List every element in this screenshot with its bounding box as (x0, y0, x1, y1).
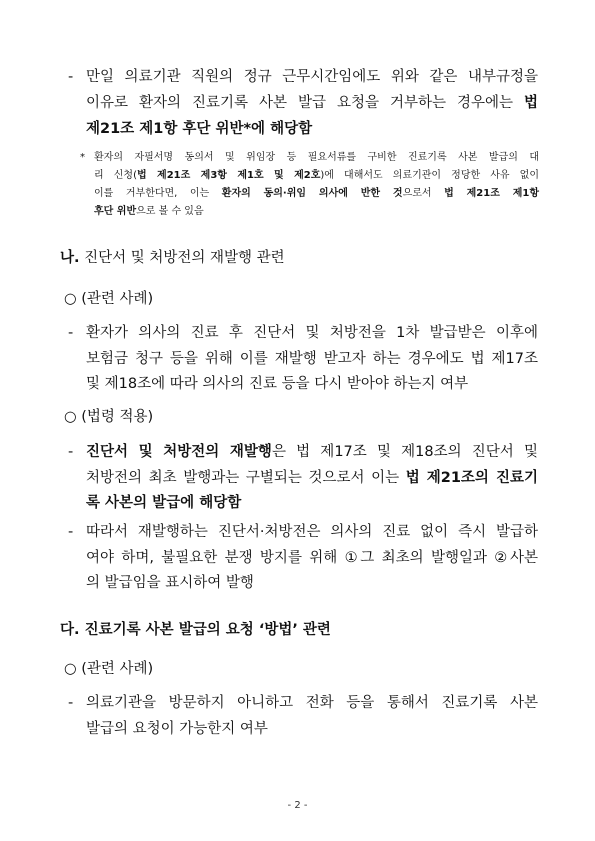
law-label: ○ (법령 적용) (64, 409, 154, 425)
paragraph-line-bold: 록 사본의 발급에 해당함 (86, 495, 242, 511)
paragraph-line: 만일 의료기관 직원의 정규 근무시간임에도 위와 같은 내부규정을 (86, 69, 538, 85)
paragraph-line: 의료기관을 방문하지 아니하고 전화 등을 통해서 진료기록 사본 (86, 695, 538, 711)
bullet-dash: - (68, 69, 74, 85)
paragraph-line: 처방전의 최초 발행과는 구별되는 것으로서 이는 법 제21조의 진료기 (86, 470, 538, 486)
case-label: ○ (관련 사례) (64, 661, 154, 677)
footnote-asterisk: * (80, 152, 85, 163)
page-number: - 2 - (287, 800, 308, 811)
paragraph-line: 환자가 의사의 진료 후 진단서 및 처방전을 1차 발급받은 이후에 (86, 325, 538, 341)
paragraph-line-bold: 제21조 제1항 후단 위반*에 해당함 (86, 121, 313, 137)
footnote-line: 후단 위반으로 볼 수 있음 (94, 206, 204, 217)
paragraph-line: 및 제18조에 따라 의사의 진료 등을 다시 받아야 하는지 여부 (86, 376, 469, 392)
section-heading-c: 다. 진료기록 사본 발급의 요청 ‘방법’ 관련 (60, 622, 331, 638)
paragraph-line: 이유로 환자의 진료기록 사본 발급 요청을 거부하는 경우에는 법 (86, 95, 538, 111)
footnote-line: 환자의 자필서명 동의서 및 위임장 등 필요서류를 구비한 진료기록 사본 발급의 대 (94, 152, 539, 163)
paragraph-line: 보험금 청구 등을 위해 이를 재발행 받고자 하는 경우에도 법 제17조 (86, 351, 538, 367)
footnote-line: 이를 거부한다면, 이는 환자의 동의·위임 의사에 반한 것으로서 법 제21조 제1항 (94, 188, 539, 199)
bullet-dash: - (68, 325, 74, 341)
paragraph-line: 발급의 요청이 가능한지 여부 (86, 721, 268, 737)
footnote-line: 리 신청(법 제21조 제3항 제1호 및 제2호)에 대해서도 의료기관이 정당한 사유 없이 (94, 170, 540, 181)
bullet-dash: - (68, 524, 74, 540)
paragraph-line: 의 발급임을 표시하여 발행 (86, 575, 254, 591)
paragraph-line: 따라서 재발행하는 진단서·처방전은 의사의 진료 없이 즉시 발급하 (86, 524, 538, 540)
case-label: ○ (관련 사례) (64, 291, 154, 307)
bullet-dash: - (68, 695, 74, 711)
paragraph-line: 진단서 및 처방전의 재발행은 법 제17조 및 제18조의 진단서 및 (86, 444, 538, 460)
bullet-dash: - (68, 444, 74, 460)
paragraph-line: 여야 하며, 불필요한 분쟁 방지를 위해 ①그 최초의 발행일과 ②사본 (86, 550, 538, 566)
section-heading-b: 나. 진단서 및 처방전의 재발행 관련 (60, 250, 285, 266)
